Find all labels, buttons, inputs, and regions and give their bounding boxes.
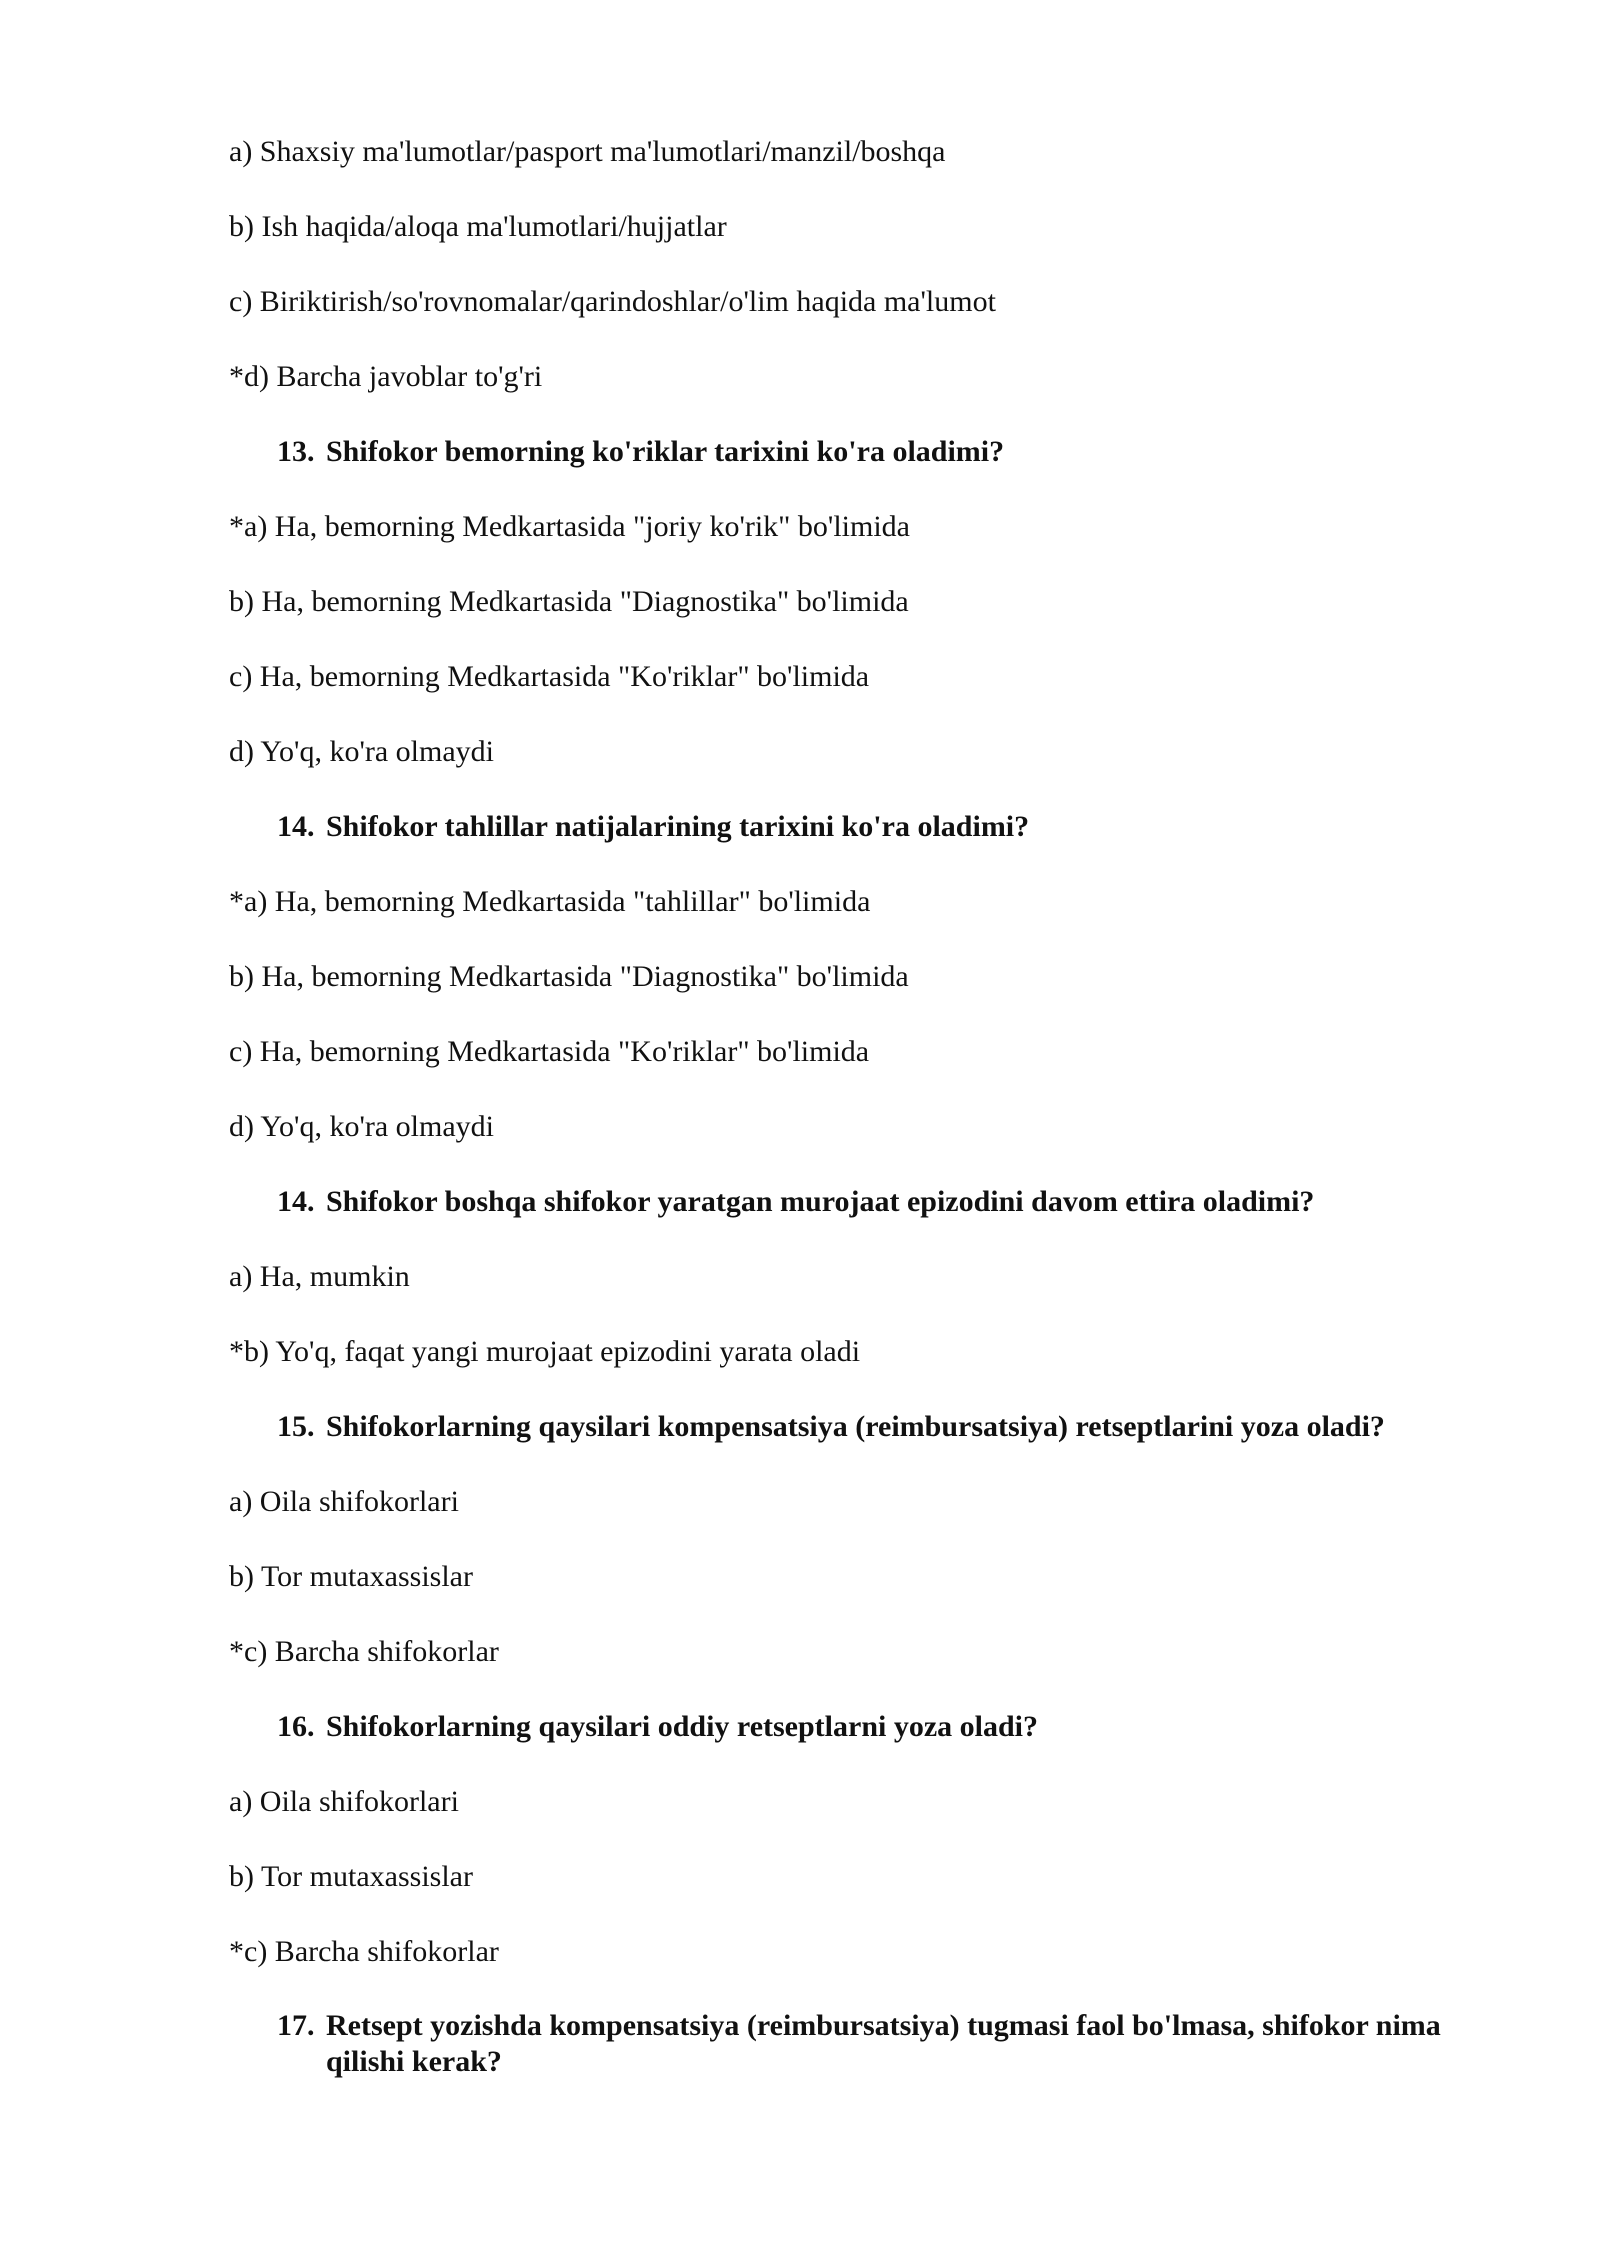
answer-option: c) Ha, bemorning Medkartasida "Ko'riklar" bo'limida: [229, 1035, 870, 1068]
answer-option: d) Yo'q, ko'ra olmaydi: [229, 1110, 494, 1143]
answer-option-correct: *c) Barcha shifokorlar: [229, 1635, 499, 1668]
question-number: 14.: [277, 810, 315, 843]
answer-option: b) Ha, bemorning Medkartasida "Diagnostika" bo'limida: [229, 585, 909, 618]
answer-option: a) Shaxsiy ma'lumotlar/pasport ma'lumotlari/manzil/boshqa: [229, 135, 946, 168]
answer-option-correct: *d) Barcha javoblar to'g'ri: [229, 360, 543, 393]
question-13: [277, 434, 1004, 470]
answer-option: b) Tor mutaxassislar: [229, 1560, 473, 1593]
question-17: [277, 2008, 1506, 2080]
answer-option-correct: *c) Barcha shifokorlar: [229, 1935, 499, 1968]
answer-option: b) Ha, bemorning Medkartasida "Diagnostika" bo'limida: [229, 960, 909, 993]
question-14-episode: [277, 1184, 1314, 1220]
answer-option: c) Biriktirish/so'rovnomalar/qarindoshlar/o'lim haqida ma'lumot: [229, 285, 996, 318]
answer-option: b) Ish haqida/aloqa ma'lumotlari/hujjatlar: [229, 210, 727, 243]
question-number: 14.: [277, 1185, 315, 1218]
answer-option: d) Yo'q, ko'ra olmaydi: [229, 735, 494, 768]
answer-option: a) Oila shifokorlari: [229, 1785, 459, 1818]
question-number: 13.: [277, 435, 315, 468]
question-16: [277, 1709, 1038, 1745]
question-text: Retsept yozishda kompensatsiya (reimbursatsiya) tugmasi faol bo'lmasa, shifokor nima qilishi kerak?: [326, 2009, 1441, 2078]
question-text: Shifokorlarning qaysilari kompensatsiya (reimbursatsiya) retseptlarini yoza oladi?: [326, 1410, 1385, 1443]
answer-option-correct: *a) Ha, bemorning Medkartasida "joriy ko'rik" bo'limida: [229, 510, 910, 543]
answer-option: b) Tor mutaxassislar: [229, 1860, 473, 1893]
question-text: Shifokor bemorning ko'riklar tarixini ko'ra oladimi?: [326, 435, 1005, 468]
answer-option-correct: *a) Ha, bemorning Medkartasida "tahlillar" bo'limida: [229, 885, 871, 918]
question-text: Shifokor tahlillar natijalarining tarixini ko'ra oladimi?: [326, 810, 1030, 843]
question-text: Shifokorlarning qaysilari oddiy retseptlarni yoza oladi?: [326, 1710, 1039, 1743]
question-15: [277, 1409, 1385, 1445]
question-14: [277, 809, 1029, 845]
question-number: 17.: [277, 2009, 315, 2042]
question-number: 16.: [277, 1710, 315, 1743]
question-number: 15.: [277, 1410, 315, 1443]
answer-option: c) Ha, bemorning Medkartasida "Ko'riklar" bo'limida: [229, 660, 870, 693]
answer-option: a) Oila shifokorlari: [229, 1485, 459, 1518]
answer-option: a) Ha, mumkin: [229, 1260, 410, 1293]
answer-option-correct: *b) Yo'q, faqat yangi murojaat epizodini yarata oladi: [229, 1335, 861, 1368]
question-text: Shifokor boshqa shifokor yaratgan murojaat epizodini davom ettira oladimi?: [326, 1185, 1315, 1218]
